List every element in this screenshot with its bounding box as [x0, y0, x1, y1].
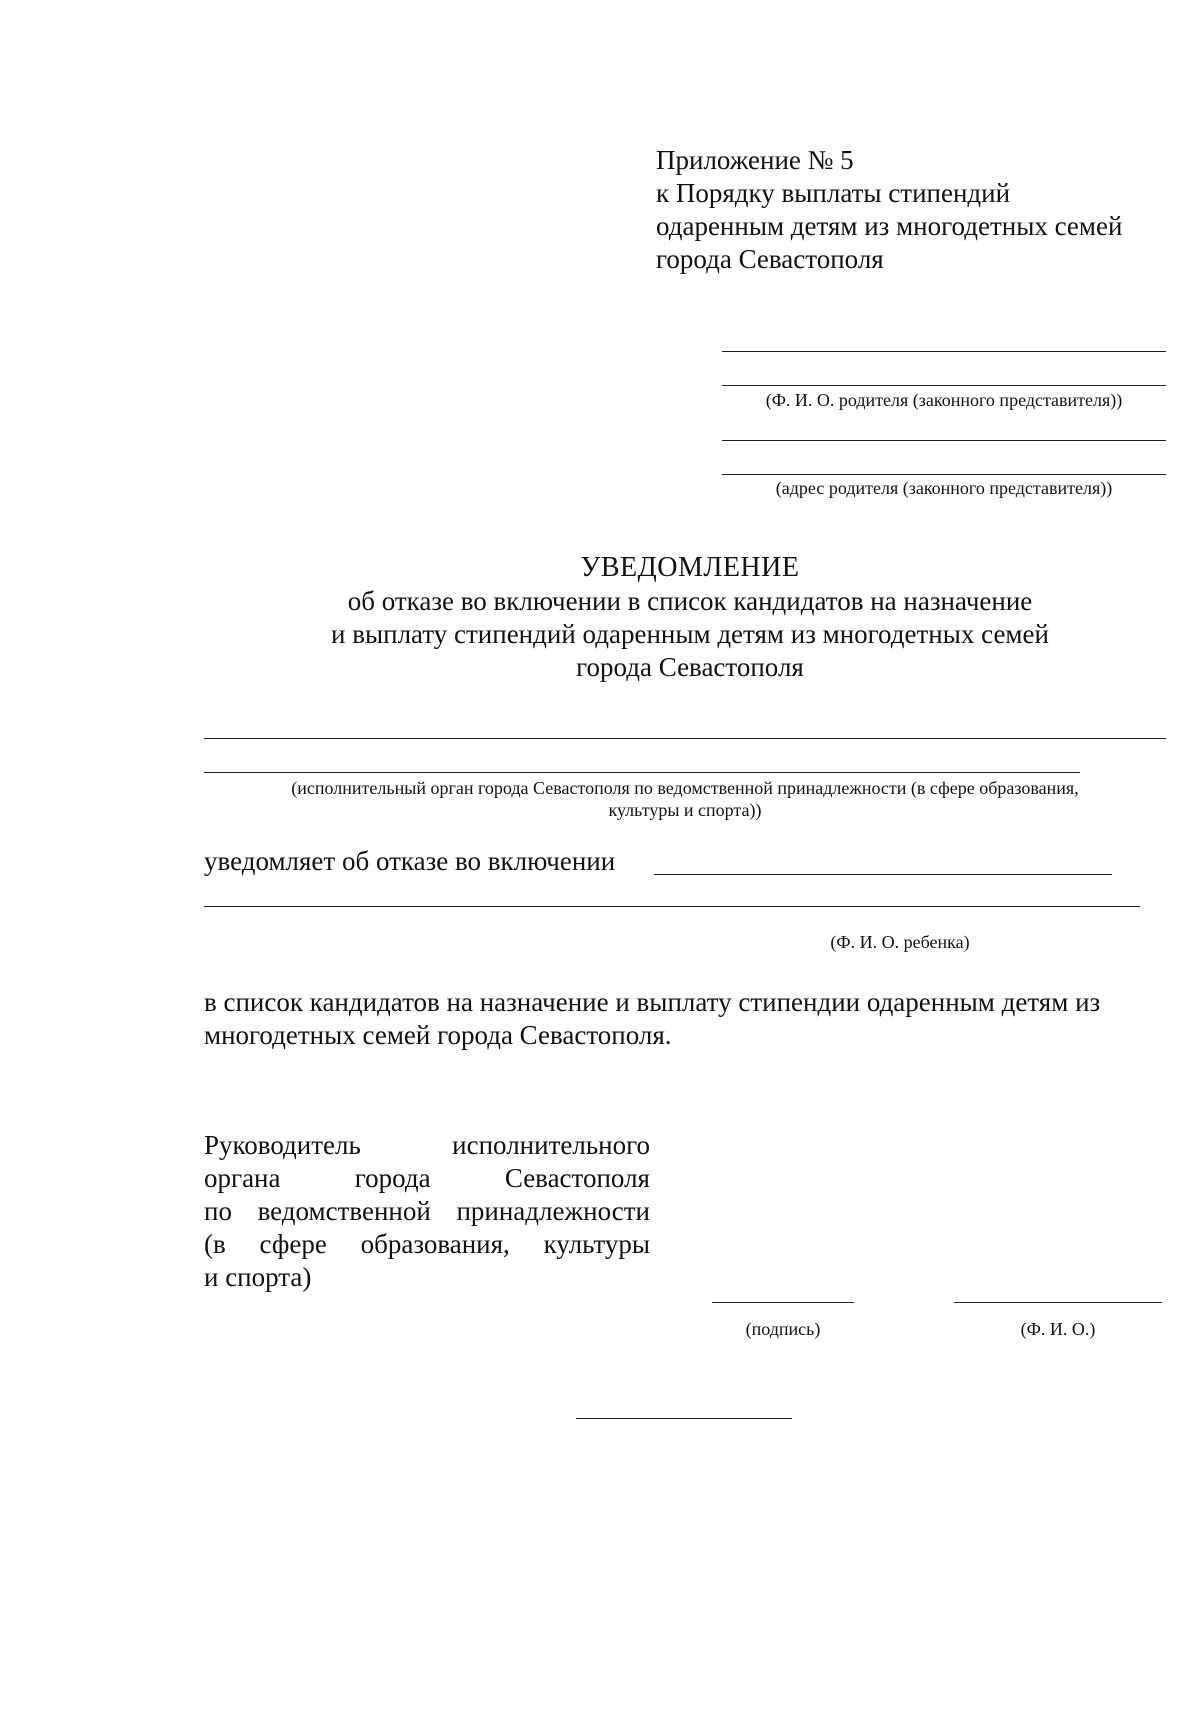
parent-name-caption: (Ф. И. О. родителя (законного представителя)): [765, 390, 1123, 410]
notice-subtitle-line: и выплату стипендий одаренным детям из многодетных семей: [331, 619, 1049, 649]
parent-address-line-1: [722, 440, 1166, 441]
notifies-text: уведомляет об отказе во включении: [204, 846, 616, 876]
signer-title-line: Руководитель исполнительного: [204, 1130, 650, 1160]
notice-subtitle-line: об отказе во включении в список кандидатов на назначение: [347, 586, 1033, 616]
page-title: УВЕДОМЛЕНИЕ: [580, 552, 800, 583]
child-name-line-1: [654, 874, 1112, 875]
child-name-line-2: [204, 906, 1140, 907]
signer-title-line: и спорта): [204, 1262, 312, 1292]
signer-title-line: по ведомственной принадлежности: [204, 1196, 650, 1226]
list-paragraph-line: в список кандидатов на назначение и выплату стипендии одаренным детям из: [204, 987, 1101, 1017]
closing-separator: [576, 1418, 792, 1419]
signer-name-caption: (Ф. И. О.): [1020, 1319, 1096, 1339]
authority-caption-line: культуры и спорта)): [608, 800, 762, 820]
authority-line-1: [204, 738, 1166, 739]
notice-subtitle-line: города Севастополя: [576, 652, 804, 682]
authority-caption-line: (исполнительный орган города Севастополя по ведомственной принадлежности (в сфере образования,: [291, 778, 1079, 798]
parent-address-caption: (адрес родителя (законного представителя)): [775, 478, 1113, 498]
child-name-caption: (Ф. И. О. ребенка): [830, 932, 970, 952]
appendix-line: города Севастополя: [656, 244, 884, 274]
parent-name-line-1: [722, 351, 1166, 352]
appendix-line: одаренным детям из многодетных семей: [656, 211, 1123, 241]
appendix-header: [656, 144, 1176, 276]
list-paragraph-line: многодетных семей города Севастополя.: [204, 1020, 672, 1050]
parent-name-line-2: [722, 385, 1166, 386]
notice-heading: [190, 551, 1190, 684]
signer-name-line: [954, 1302, 1162, 1303]
signature-caption: (подпись): [745, 1319, 821, 1339]
appendix-number: Приложение № 5: [656, 145, 854, 175]
signer-title: [204, 1129, 650, 1294]
signer-title-line: (в сфере образования, культуры: [204, 1229, 650, 1259]
signer-title-line: органа города Севастополя: [204, 1163, 650, 1193]
appendix-line: к Порядку выплаты стипендий: [656, 178, 1011, 208]
authority-line-2: [204, 772, 1080, 773]
parent-address-line-2: [722, 474, 1166, 475]
signature-line: [712, 1302, 854, 1303]
